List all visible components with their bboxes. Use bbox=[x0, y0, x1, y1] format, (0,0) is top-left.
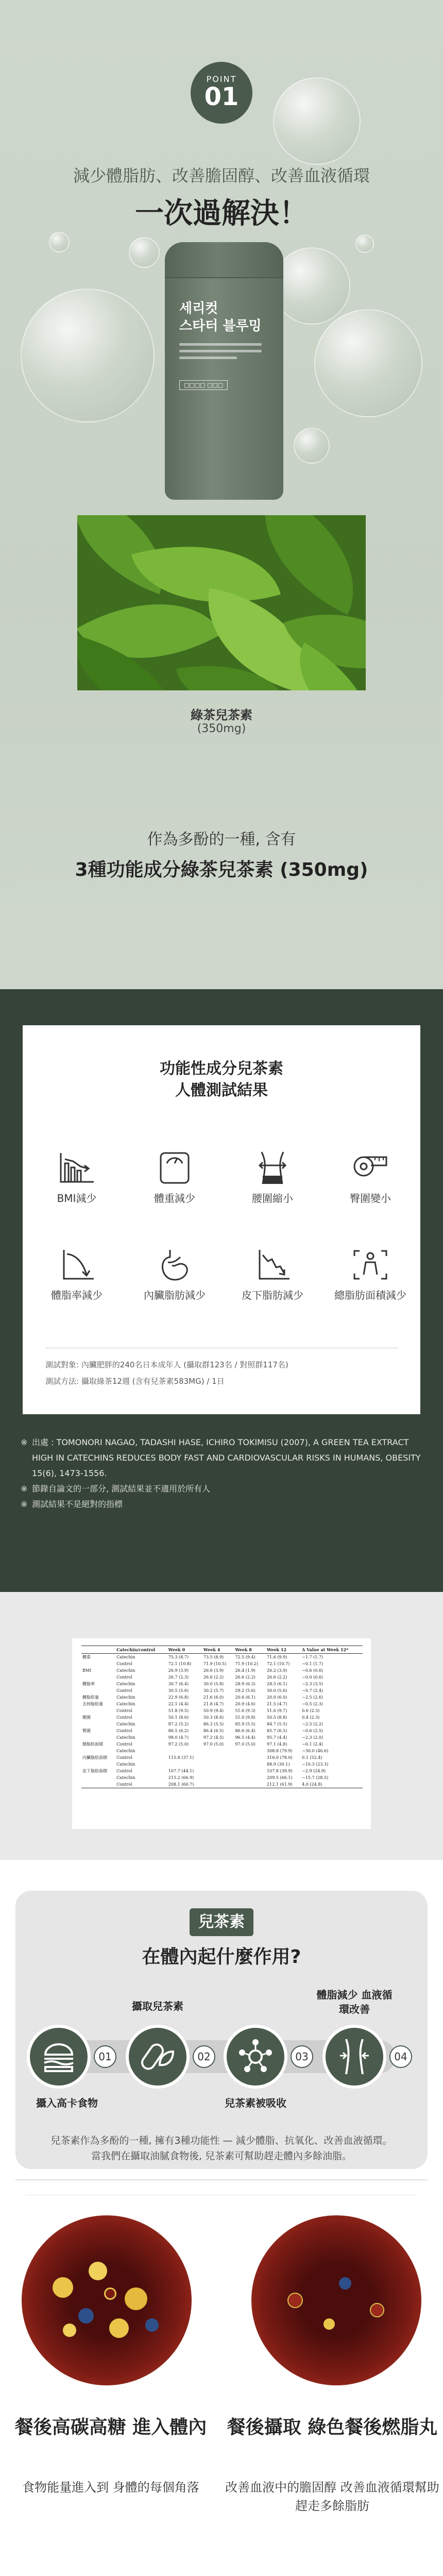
table-cell: 30.0 (5.6) bbox=[267, 1688, 287, 1693]
table-cell bbox=[202, 1781, 234, 1788]
table-row-label bbox=[81, 1734, 115, 1741]
table-cell: 72.1 (10.7) bbox=[267, 1662, 290, 1666]
table-cell: Catechin bbox=[116, 1702, 135, 1706]
table-row bbox=[81, 1748, 363, 1754]
table-cell: −2.5 (2.2) bbox=[302, 1722, 323, 1726]
mechanism-description bbox=[15, 2133, 428, 2164]
table-cell: 84.7 (5.5) bbox=[267, 1722, 287, 1726]
result-title-line1: 功能性成分兒茶素 bbox=[160, 1060, 283, 1078]
table-cell: 97.0 (5.0) bbox=[235, 1742, 255, 1747]
table-cell: 26.6 (2.2) bbox=[203, 1675, 224, 1680]
water-bubble bbox=[294, 428, 330, 464]
mechanism-desc-line1: 兒茶素作為多酚的一種, 擁有3種功能性 — 減少體脂、抗氧化、改善血液循環。 bbox=[50, 2135, 393, 2146]
table-cell: 72.1 (10.8) bbox=[168, 1662, 192, 1666]
test-subjects: 測試對象: 內臟肥胖的240名日本成年人 (攝取群123名 / 對照群117名) bbox=[45, 1360, 288, 1369]
table-cell: 316.0 (78.0) bbox=[267, 1755, 293, 1760]
slim-body-icon bbox=[326, 2028, 383, 2086]
mechanism-title: 在體內起什麼作用? bbox=[142, 1946, 301, 1968]
table-row bbox=[81, 1654, 363, 1661]
table-row bbox=[81, 1674, 363, 1681]
table-row-label bbox=[81, 1687, 115, 1694]
table-cell: 97.2 (4.5) bbox=[203, 1735, 224, 1740]
bottle-brand-line2: 스타터 블루밍 bbox=[179, 318, 262, 334]
table-row-label bbox=[81, 1721, 115, 1727]
table-row bbox=[81, 1754, 363, 1761]
table-cell: 88.9 (30.1) bbox=[267, 1762, 290, 1767]
water-bubble bbox=[129, 237, 160, 268]
table-cell: 72.5 (9.4) bbox=[235, 1655, 255, 1659]
table-cell: Catechin bbox=[116, 1655, 135, 1659]
table-cell: 97.1 (4.8) bbox=[267, 1742, 287, 1747]
table-row bbox=[81, 1681, 363, 1687]
result-item-label: BMI減少 bbox=[57, 1192, 97, 1205]
blood-vessel-before bbox=[22, 2215, 192, 2385]
bottle-cap bbox=[165, 242, 283, 278]
table-cell: −0.1 (2.4) bbox=[302, 1742, 323, 1747]
table-cell: 87.2 (5.2) bbox=[168, 1722, 189, 1726]
blood-vessel-after bbox=[251, 2215, 421, 2385]
table-cell: 22.1 (4.4) bbox=[168, 1702, 189, 1706]
table-cell bbox=[234, 1774, 266, 1781]
bottle-brand-line1: 세리컷 bbox=[179, 301, 218, 316]
table-cell: 51.8 (9.5) bbox=[168, 1708, 189, 1713]
intro-line: 作為多酚的一種, 含有 bbox=[147, 831, 296, 849]
table-cell: Control bbox=[116, 1688, 132, 1693]
table-cell: 30.0 (5.8) bbox=[203, 1682, 224, 1686]
table-row-label bbox=[81, 1781, 115, 1788]
test-method: 測試方法: 攝取綠茶12週 (含有兒茶素583MG) / 1日 bbox=[45, 1377, 225, 1386]
table-row-label: 皮下脂肪面積 bbox=[82, 1769, 107, 1773]
table-cell: 51.0 (9.8) bbox=[235, 1715, 255, 1720]
result-item-visceral bbox=[126, 1247, 224, 1302]
point-number: 01 bbox=[204, 82, 239, 111]
table-row bbox=[81, 1694, 363, 1701]
table-body bbox=[81, 1654, 363, 1788]
note-source: ※ 出處 : TOMONORI NAGAO, TADASHI HASE, ICHIRO TOKIMISU (2007), A GREEN TEA EXTRACT HIGH IN CATECHINS REDUCES BODY FAST AND CARDIOVASCULAR RISKS IN HUMANS, OBESITY 15(6), 1473-1556. bbox=[21, 1437, 421, 1478]
table-cell: −0.0 (0.6) bbox=[302, 1675, 323, 1680]
table-row bbox=[81, 1721, 363, 1727]
study-table bbox=[72, 1638, 371, 1829]
table-cell: 26.6 (2.2) bbox=[235, 1675, 255, 1680]
table-row bbox=[81, 1734, 363, 1741]
photo-caption-name: 綠茶兒茶素 bbox=[191, 708, 252, 722]
scale-icon bbox=[155, 1150, 195, 1186]
bottle-tag: □□□□ □□□ bbox=[179, 380, 228, 390]
study-table-section bbox=[0, 1592, 443, 1860]
table-cell: 21.8 (4.7) bbox=[203, 1702, 224, 1706]
table-cell: 86.5 (6.2) bbox=[168, 1728, 189, 1733]
table-cell: −0.6 (0.6) bbox=[302, 1668, 323, 1673]
measuring-tape-icon bbox=[350, 1150, 390, 1186]
table-row-label: 內臟脂肪面積 bbox=[82, 1755, 107, 1760]
water-bubble bbox=[49, 232, 70, 252]
table-cell: 97.0 (5.0) bbox=[203, 1742, 224, 1747]
table-cell: 86.6 (6.4) bbox=[235, 1728, 255, 1733]
compare-right-desc: 改善血液中的膽固醇 改善血液循環幫助 趕走多餘脂肪 bbox=[225, 2480, 439, 2513]
table-row-label: BMI bbox=[82, 1668, 92, 1673]
result-item-label: 內臟脂肪減少 bbox=[144, 1289, 206, 1301]
result-card bbox=[23, 1025, 420, 1414]
decline-graph-icon bbox=[252, 1247, 293, 1283]
table-row bbox=[81, 1707, 363, 1714]
table-cell: 71.9 (10.5) bbox=[203, 1662, 227, 1666]
table-cell: 308.8 (79.9) bbox=[267, 1749, 293, 1753]
table-cell: −0.7 (2.4) bbox=[302, 1688, 323, 1693]
result-item-weight bbox=[126, 1150, 224, 1205]
section-divider bbox=[15, 2179, 428, 2180]
compare-right-title: 餐後攝取 綠色餐後燃脂丸 bbox=[227, 2417, 438, 2438]
mechanism-section bbox=[0, 1860, 443, 2576]
result-item-waist bbox=[224, 1150, 321, 1205]
table-row-label: 總脂肪面積 bbox=[82, 1742, 103, 1747]
table-row bbox=[81, 1741, 363, 1748]
table-cell: Catechin bbox=[116, 1695, 135, 1700]
result-item-subcutaneous bbox=[224, 1247, 321, 1302]
result-item-hip bbox=[321, 1150, 419, 1205]
table-cell: 30.7 (6.4) bbox=[168, 1682, 189, 1686]
table-cell: 115.8 (37.1) bbox=[168, 1755, 194, 1760]
table-row bbox=[81, 1714, 363, 1721]
water-bubble bbox=[273, 247, 350, 325]
table-cell: 20.6 (6.1) bbox=[235, 1695, 255, 1700]
result-item-total-fat bbox=[321, 1247, 419, 1302]
table-row-label: 體重 bbox=[82, 1655, 91, 1659]
hero-section bbox=[0, 0, 443, 989]
table-cell: −0.6 (2.5) bbox=[302, 1728, 323, 1733]
table-cell: 95.7 (4.4) bbox=[267, 1735, 287, 1740]
result-item-bmi bbox=[28, 1150, 126, 1205]
result-item-label: 皮下脂肪減少 bbox=[242, 1289, 303, 1301]
table-cell: Control bbox=[116, 1715, 132, 1720]
table-cell: −30.0 (46.6) bbox=[302, 1749, 329, 1753]
step-3-circle bbox=[224, 2025, 287, 2089]
intro-highlight: 3種功能成分綠茶兒茶素 (350mg) bbox=[75, 859, 368, 880]
table-row-label bbox=[81, 1748, 115, 1754]
table-cell: 86.4 (6.5) bbox=[203, 1728, 224, 1733]
table-row bbox=[81, 1667, 363, 1674]
table-cell: Catechin bbox=[116, 1762, 135, 1767]
table-cell: −1.7 (1.7) bbox=[302, 1655, 323, 1659]
note-excerpt: ※ 節錄自論文的一部分, 測試結果並不適用於所有人 bbox=[21, 1484, 211, 1494]
water-bubble bbox=[314, 309, 422, 417]
table-cell: 21.6 (6.0) bbox=[203, 1695, 224, 1700]
table-row bbox=[81, 1660, 363, 1667]
table-cell: 50.1 (8.6) bbox=[168, 1715, 189, 1720]
table-cell: −15.7 (28.5) bbox=[302, 1775, 329, 1780]
table-cell: 51.6 (9.3) bbox=[235, 1708, 255, 1713]
table-cell: −10.3 (23.3) bbox=[302, 1762, 329, 1767]
table-cell: 28.5 (6.1) bbox=[267, 1682, 287, 1686]
table-cell bbox=[167, 1748, 202, 1754]
table-cell: 29.2 (5.6) bbox=[235, 1688, 255, 1693]
table-cell: Control bbox=[116, 1742, 132, 1747]
step-1-number: 01 bbox=[94, 2045, 116, 2068]
table-row-label: 臀圍 bbox=[82, 1728, 91, 1733]
step-4-label: 體脂減少 血液循環改善 bbox=[316, 1989, 393, 2015]
table-cell: 97.2 (5.0) bbox=[168, 1742, 189, 1747]
table-row-label: 體脂率 bbox=[82, 1682, 95, 1686]
table-row bbox=[81, 1774, 363, 1781]
table-cell bbox=[202, 1754, 234, 1761]
table-cell: Control bbox=[116, 1769, 132, 1773]
result-item-fat-ratio bbox=[28, 1247, 126, 1302]
table-cell: −2.9 (24.9) bbox=[302, 1769, 326, 1773]
hero-title: 一次過解決！ bbox=[135, 197, 308, 230]
note-disclaimer: ※ 測試結果不是絕對的指標 bbox=[21, 1499, 123, 1509]
table-row bbox=[81, 1768, 363, 1774]
capsule-leaf-icon bbox=[129, 2028, 186, 2086]
table-cell: 26.9 (3.9) bbox=[168, 1668, 189, 1673]
compare-left-desc: 食物能量進入到 身體的每個角落 bbox=[22, 2480, 199, 2495]
table-row bbox=[81, 1701, 363, 1707]
table-cell: 71.6 (9.9) bbox=[267, 1655, 287, 1659]
table-row-label bbox=[81, 1774, 115, 1781]
table-row-label: 體脂肪量 bbox=[82, 1695, 99, 1700]
table-cell: Catechin bbox=[116, 1749, 135, 1753]
step-4-circle bbox=[322, 2025, 386, 2089]
body-scan-icon bbox=[350, 1247, 390, 1283]
table-cell: Control bbox=[116, 1728, 132, 1733]
table-cell bbox=[234, 1781, 266, 1788]
step-3-label: 兒茶素被吸收 bbox=[225, 2097, 286, 2109]
mechanism-box bbox=[15, 1891, 428, 2169]
table-cell: Catechin bbox=[116, 1735, 135, 1740]
water-bubble bbox=[21, 289, 155, 422]
water-bubble bbox=[273, 77, 361, 165]
table-cell: −2.3 (2.0) bbox=[302, 1735, 323, 1740]
table-cell: 0.4 (2.3) bbox=[302, 1715, 320, 1720]
table-cell bbox=[167, 1761, 202, 1768]
table-cell bbox=[202, 1761, 234, 1768]
burger-icon bbox=[30, 2028, 88, 2086]
point-label: POINT bbox=[206, 74, 237, 84]
mechanism-desc-line2: 當我們在攝取油膩食物後, 兒茶素可幫助趕走體內多餘油脂。 bbox=[91, 2150, 352, 2162]
table-row bbox=[81, 1781, 363, 1788]
table-row-label bbox=[81, 1707, 115, 1714]
table-cell: 107.7 (44.1) bbox=[168, 1769, 194, 1773]
result-item-label: 臀圍變小 bbox=[350, 1192, 391, 1205]
result-item-label: 總脂肪面積減少 bbox=[334, 1289, 406, 1301]
compare-left-title: 餐後高碳高糖 進入體內 bbox=[14, 2417, 207, 2438]
water-bubble bbox=[355, 234, 374, 253]
table-cell: 50.5 (8.8) bbox=[267, 1715, 287, 1720]
table-cell: 0.6 (2.3) bbox=[302, 1708, 320, 1713]
table-cell: Catechin bbox=[116, 1668, 135, 1673]
table-cell: 75.3 (8.7) bbox=[168, 1655, 189, 1659]
green-tea-leaves-photo bbox=[77, 515, 366, 690]
table-cell bbox=[234, 1748, 266, 1754]
table-cell: 215.2 (66.9) bbox=[168, 1775, 194, 1780]
product-bottle bbox=[165, 242, 283, 500]
table-cell: 85.9 (5.5) bbox=[235, 1722, 255, 1726]
step-2-circle bbox=[126, 2025, 190, 2089]
table-cell: 22.9 (6.8) bbox=[168, 1695, 189, 1700]
table-cell: Catechin bbox=[116, 1775, 135, 1780]
table-cell: 30.2 (5.7) bbox=[203, 1688, 224, 1693]
result-item-label: 腰圍縮小 bbox=[252, 1192, 293, 1205]
result-item-label: 體重減少 bbox=[154, 1192, 195, 1205]
table-cell bbox=[234, 1768, 266, 1774]
table-cell: Catechin bbox=[116, 1682, 135, 1686]
table-row-label: 去掉脂肪量 bbox=[82, 1702, 103, 1706]
table-cell: 96.5 (4.4) bbox=[235, 1735, 255, 1740]
table-cell: Control bbox=[116, 1675, 132, 1680]
table-cell: Control bbox=[116, 1662, 132, 1666]
table-cell bbox=[234, 1754, 266, 1761]
table-cell: 50.9 (9.4) bbox=[203, 1708, 224, 1713]
table-cell: 26.2 (3.9) bbox=[267, 1668, 287, 1673]
table-cell: Control bbox=[116, 1708, 132, 1713]
table-cell: 98.0 (4.7) bbox=[168, 1735, 189, 1740]
bmi-chart-icon bbox=[57, 1150, 97, 1186]
table-cell: 85.7 (6.5) bbox=[267, 1728, 287, 1733]
table-cell: 26.6 (3.9) bbox=[203, 1668, 224, 1673]
table-cell bbox=[202, 1768, 234, 1774]
table-cell: Catechin bbox=[116, 1722, 135, 1726]
table-cell: −0.5 (2.3) bbox=[302, 1702, 323, 1706]
table-cell: 86.3 (5.5) bbox=[203, 1722, 224, 1726]
table-cell: 4.0 (24.8) bbox=[301, 1781, 363, 1788]
photo-caption-amount: (350mg) bbox=[197, 722, 246, 735]
table-row bbox=[81, 1761, 363, 1768]
fat-ratio-graph-icon bbox=[57, 1247, 97, 1283]
table-cell: 73.5 (8.9) bbox=[203, 1655, 224, 1659]
waist-icon bbox=[252, 1150, 293, 1186]
table-cell: −2.5 (2.6) bbox=[302, 1695, 323, 1700]
table-cell: 209.5 (66.1) bbox=[267, 1775, 293, 1780]
table-cell: 71.9 (10.2) bbox=[235, 1662, 258, 1666]
table-cell: 208.1 (60.7) bbox=[167, 1781, 202, 1788]
table-cell: 28.9 (6.3) bbox=[235, 1682, 255, 1686]
table-cell: 30.5 (5.6) bbox=[168, 1688, 189, 1693]
step-1-circle bbox=[27, 2025, 91, 2089]
table-row bbox=[81, 1727, 363, 1734]
table-header-row: Catechin/control Week 0 Week 4 Week 8 Week 12 Δ Value at Week 12* bbox=[81, 1646, 363, 1654]
table-row bbox=[81, 1687, 363, 1694]
table-row-label bbox=[81, 1761, 115, 1768]
table-cell: 21.5 (4.7) bbox=[267, 1702, 287, 1706]
table-cell: 0.1 (52.4) bbox=[302, 1755, 322, 1760]
result-card-title bbox=[23, 1058, 420, 1101]
result-item-label: 體脂率減少 bbox=[51, 1289, 103, 1301]
table-cell bbox=[202, 1774, 234, 1781]
result-title-line2: 人體測試結果 bbox=[175, 1081, 268, 1099]
step-2-label: 攝取兒茶素 bbox=[132, 2000, 183, 2012]
table-row-label bbox=[81, 1674, 115, 1681]
step-4-number: 04 bbox=[389, 2045, 412, 2068]
step-3-number: 03 bbox=[291, 2045, 313, 2068]
table-cell: Control bbox=[115, 1781, 167, 1788]
step-1-label: 攝入高卡食物 bbox=[36, 2097, 98, 2109]
table-row-label bbox=[81, 1660, 115, 1667]
test-result-section bbox=[0, 989, 443, 1592]
table-cell: −2.3 (3.5) bbox=[302, 1682, 323, 1686]
study-data-table bbox=[81, 1646, 363, 1788]
table-row-label: 腰圍 bbox=[82, 1715, 91, 1720]
hero-subtitle: 減少體脂肪、改善膽固醇、改善血液循環 bbox=[73, 166, 370, 185]
table-cell: 20.9 (4.6) bbox=[235, 1702, 255, 1706]
molecule-icon bbox=[227, 2028, 284, 2086]
bottle-text-lines bbox=[179, 343, 262, 363]
table-cell: 50.3 (8.6) bbox=[203, 1715, 224, 1720]
table-cell: 212.1 (61.9) bbox=[266, 1781, 301, 1788]
table-cell bbox=[234, 1761, 266, 1768]
reference-notes bbox=[21, 1435, 422, 1512]
table-cell: 26.4 (1.9) bbox=[235, 1668, 255, 1673]
table-cell: −0.1 (1.7) bbox=[302, 1662, 323, 1666]
table-cell: 26.7 (2.3) bbox=[168, 1675, 189, 1680]
point-badge bbox=[191, 62, 252, 124]
table-cell: 107.8 (39.9) bbox=[267, 1769, 293, 1773]
catechin-tag: 兒茶素 bbox=[190, 1908, 253, 1936]
table-cell bbox=[202, 1748, 234, 1754]
step-2-number: 02 bbox=[193, 2045, 215, 2068]
organ-icon bbox=[155, 1247, 195, 1283]
table-cell: Control bbox=[116, 1755, 132, 1760]
table-cell: 51.6 (9.7) bbox=[267, 1708, 287, 1713]
table-cell: 26.6 (2.2) bbox=[267, 1675, 287, 1680]
table-cell: 20.0 (6.0) bbox=[267, 1695, 287, 1700]
